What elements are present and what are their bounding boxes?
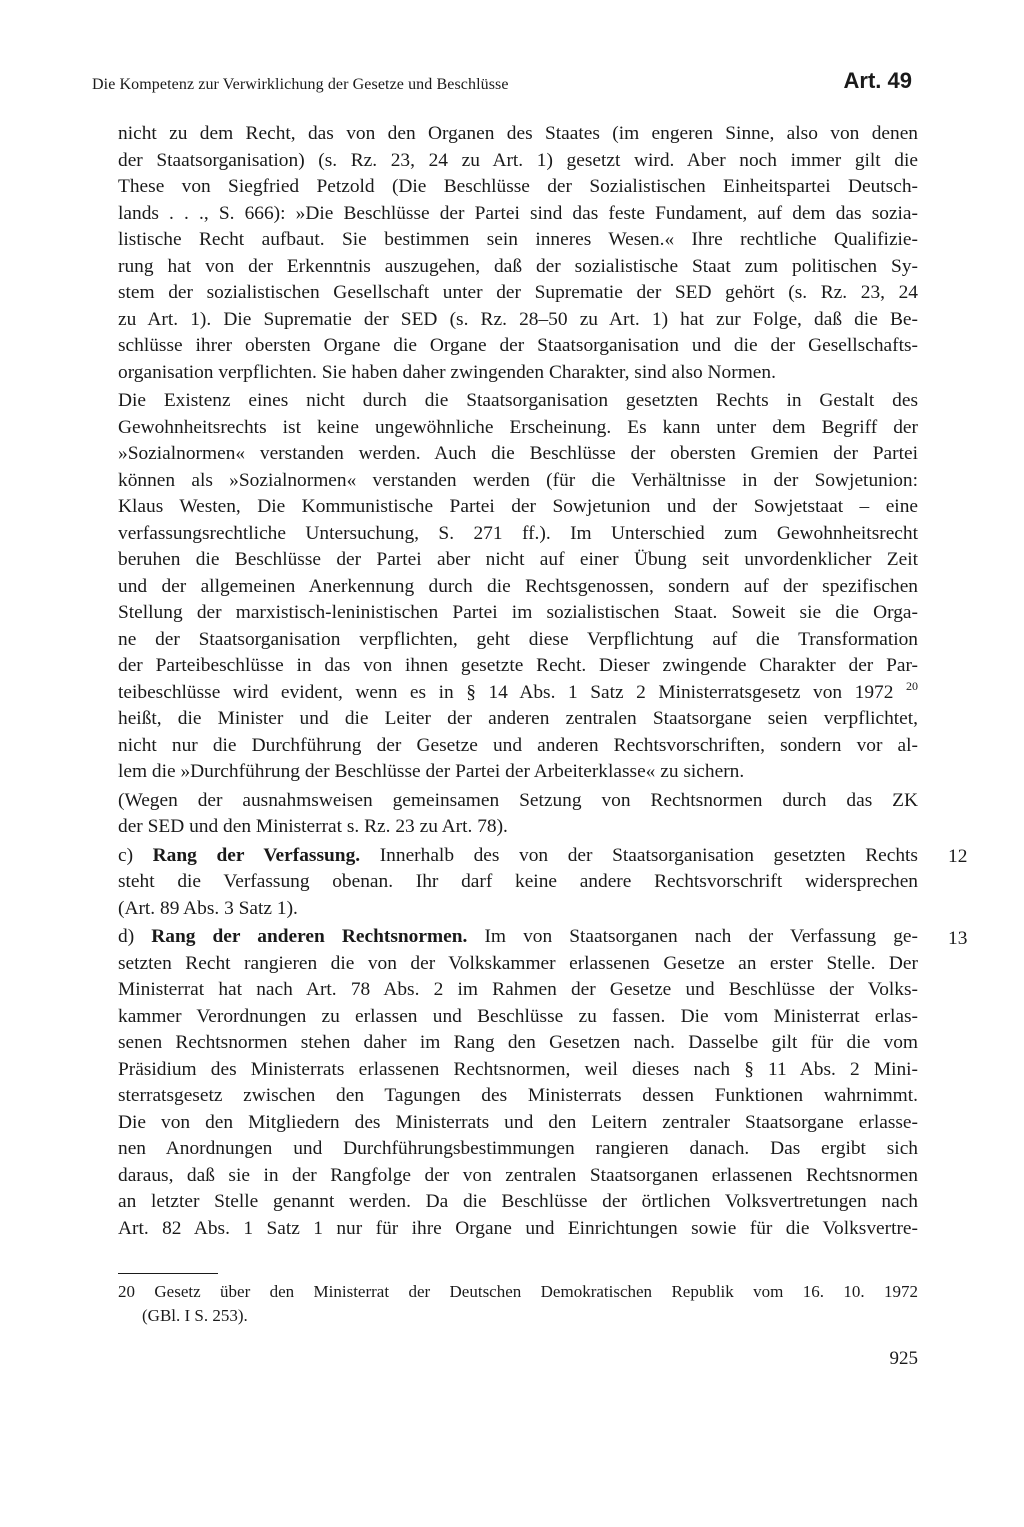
- footnote-ref: 20: [905, 678, 918, 693]
- text-line: zu Art. 1). Die Suprematie der SED (s. Rz. 28–50 zu Art. 1) hat zur Folge, daß die Be-: [118, 308, 918, 330]
- text-segment: Im von Staatsorganen nach der Verfassung ge-: [467, 926, 918, 947]
- text-line: listische Recht aufbaut. Sie bestimmen sein inneres Wesen.« Ihre rechtliche Qualifizie-: [118, 229, 918, 250]
- paragraph-3: [118, 788, 918, 841]
- paragraph-rang-andere: [118, 924, 918, 1242]
- text-line: lands . . ., S. 666): »Die Beschlüsse der Partei sind das feste Fundament, auf dem das sozia-: [118, 202, 918, 224]
- text-line: »Sozialnormen« verstanden werden. Auch die Beschlüsse der obersten Gremien der Partei: [118, 443, 918, 464]
- text-line: verfassungsrechtliche Untersuchung, S. 271 ff.). Im Unterschied zum Gewohnheitsrecht: [118, 522, 918, 544]
- text-line: ne der Staatsorganisation verpflichten, geht diese Verpflichtung auf die Transformation: [118, 628, 918, 650]
- running-title: Die Kompetenz zur Verwirklichung der Gesetze und Beschlüsse: [92, 76, 509, 93]
- text-line: (Wegen der ausnahmsweisen gemeinsamen Setzung von Rechtsnormen durch das ZK: [118, 789, 918, 811]
- text-line: beruhen die Beschlüsse der Partei aber nicht auf einer Übung seit unvordenklicher Zeit: [118, 549, 918, 570]
- footnote-line: (GBl. I S. 253).: [142, 1306, 248, 1325]
- footnote-number: 20: [118, 1282, 135, 1301]
- text-line: Präsidium des Ministerrats erlassenen Rechtsnormen, weil dieses nach § 11 Abs. 2 Mini-: [118, 1058, 918, 1080]
- text-line: können als »Sozialnormen« verstanden werden (für die Verhältnisse in der Sowjetunion:: [118, 469, 918, 491]
- margin-number-12: 12: [948, 846, 968, 867]
- text-line: nicht zu dem Recht, das von den Organen des Staates (im engeren Sinne, also von denen: [118, 123, 918, 144]
- heading-prefix: d): [118, 926, 135, 947]
- text-line: nicht nur die Durchführung der Gesetze und anderen Rechtsvorschriften, sondern vor al-: [118, 734, 918, 756]
- text-line: der SED und den Ministerrat s. Rz. 23 zu Art. 78).: [118, 816, 508, 837]
- section-heading: Rang der Verfassung.: [152, 844, 361, 866]
- paragraph-2: [118, 388, 918, 786]
- text-line: kammer Verordnungen zu erlassen und Beschlüsse zu fassen. Die vom Ministerrat erlas-: [118, 1005, 918, 1027]
- footnote-line: [118, 1280, 918, 1304]
- text-line: stem der sozialistischen Gesellschaft unter der Suprematie der SED gehört (s. Rz. 23, 24: [118, 282, 918, 303]
- main-text: [118, 121, 918, 1242]
- margin-number-13: 13: [948, 928, 968, 949]
- footnote-text: Gesetz über den Ministerrat der Deutschen Demokratischen Republik vom 16. 10. 1972: [154, 1282, 919, 1301]
- text-line: senen Rechtsnormen stehen daher im Rang den Gesetzen nach. Dasselbe gilt für die vom: [118, 1032, 918, 1053]
- text-line: und der allgemeinen Anerkennung durch die Rechtsgenossen, sondern auf der spezifischen: [118, 575, 918, 597]
- text-line-heading: [118, 843, 918, 870]
- text-line: Ministerrat hat nach Art. 78 Abs. 2 im Rahmen der Gesetze und Beschlüsse der Volks-: [118, 979, 918, 1000]
- text-line: organisation verpflichten. Sie haben daher zwingenden Charakter, sind also Normen.: [118, 361, 776, 383]
- text-line: an letzter Stelle genannt werden. Da die Beschlüsse der örtlichen Volksvertretungen nach: [118, 1191, 918, 1212]
- article-label: Art. 49: [843, 68, 912, 93]
- text-line: lem die »Durchführung der Beschlüsse der Partei der Arbeiterklasse« zu sichern.: [118, 761, 745, 782]
- text-line: der Parteibeschlüsse in das von ihnen gesetzte Recht. Dieser zwingende Charakter der Par-: [118, 655, 918, 676]
- text-line: schlüsse ihrer obersten Organe die Organe der Staatsorganisation und die der Gesellschafts-: [118, 335, 918, 356]
- text-line: Die von den Mitgliedern des Ministerrats und den Leitern zentraler Staatsorgane erlasse-: [118, 1111, 918, 1133]
- heading-prefix: c): [118, 844, 134, 866]
- page-number: 925: [889, 1348, 918, 1369]
- text-line: rung hat von der Erkenntnis auszugehen, daß der sozialistische Staat zum politischen Sy-: [118, 255, 918, 277]
- text-line-heading: [118, 924, 918, 951]
- text-line: Die Existenz eines nicht durch die Staatsorganisation gesetzten Rechts in Gestalt des: [118, 390, 918, 411]
- text-line: Klaus Westen, Die Kommunistische Partei der Sowjetunion und der Sowjetstaat – eine: [118, 496, 918, 517]
- text-line-with-footnote: [118, 680, 918, 707]
- text-segment: teibeschlüsse wird evident, wenn es in § 14 Abs. 1 Satz 2 Ministerratsgesetz von 1972: [118, 681, 894, 703]
- paragraph-1: [118, 121, 918, 386]
- text-segment: Innerhalb des von der Staatsorganisation gesetzten Rechts: [360, 844, 918, 866]
- text-line: setzten Recht rangieren die von der Volkskammer erlassenen Gesetze an erster Stelle. Der: [118, 952, 918, 974]
- text-line: daraus, daß sie in der Rangfolge der von zentralen Staatsorganen erlassenen Rechtsnormen: [118, 1164, 918, 1186]
- text-line: Gewohnheitsrechts ist keine ungewöhnliche Erscheinung. Es kann unter dem Begriff der: [118, 416, 918, 438]
- footnote-20: [118, 1280, 918, 1328]
- text-line: steht die Verfassung obenan. Ihr darf keine andere Rechtsvorschrift widersprechen: [118, 871, 918, 892]
- footnote-divider: [118, 1273, 218, 1274]
- text-line: der Staatsorganisation) (s. Rz. 23, 24 zu Art. 1) gesetzt wird. Aber noch immer gilt die: [118, 149, 918, 171]
- section-heading: Rang der anderen Rechtsnormen.: [151, 926, 468, 947]
- text-line: (Art. 89 Abs. 3 Satz 1).: [118, 897, 298, 919]
- text-line: Stellung der marxistisch-leninistischen Partei im sozialistischen Staat. Soweit sie die Orga-: [118, 602, 918, 623]
- text-line: Art. 82 Abs. 1 Satz 1 nur für ihre Organe und Einrichtungen sowie für die Volksvertre-: [118, 1217, 918, 1239]
- text-line: sterratsgesetz zwischen den Tagungen des Ministerrats dessen Funktionen wahrnimmt.: [118, 1085, 918, 1106]
- text-line: heißt, die Minister und die Leiter der anderen zentralen Staatsorgane seien verpflichtet,: [118, 708, 918, 729]
- text-line: These von Siegfried Petzold (Die Beschlüsse der Sozialistischen Einheitspartei Deutsch-: [118, 176, 918, 197]
- text-line: nen Anordnungen und Durchführungsbestimmungen rangieren danach. Das ergibt sich: [118, 1138, 918, 1159]
- paragraph-rang-verfassung: [118, 843, 918, 923]
